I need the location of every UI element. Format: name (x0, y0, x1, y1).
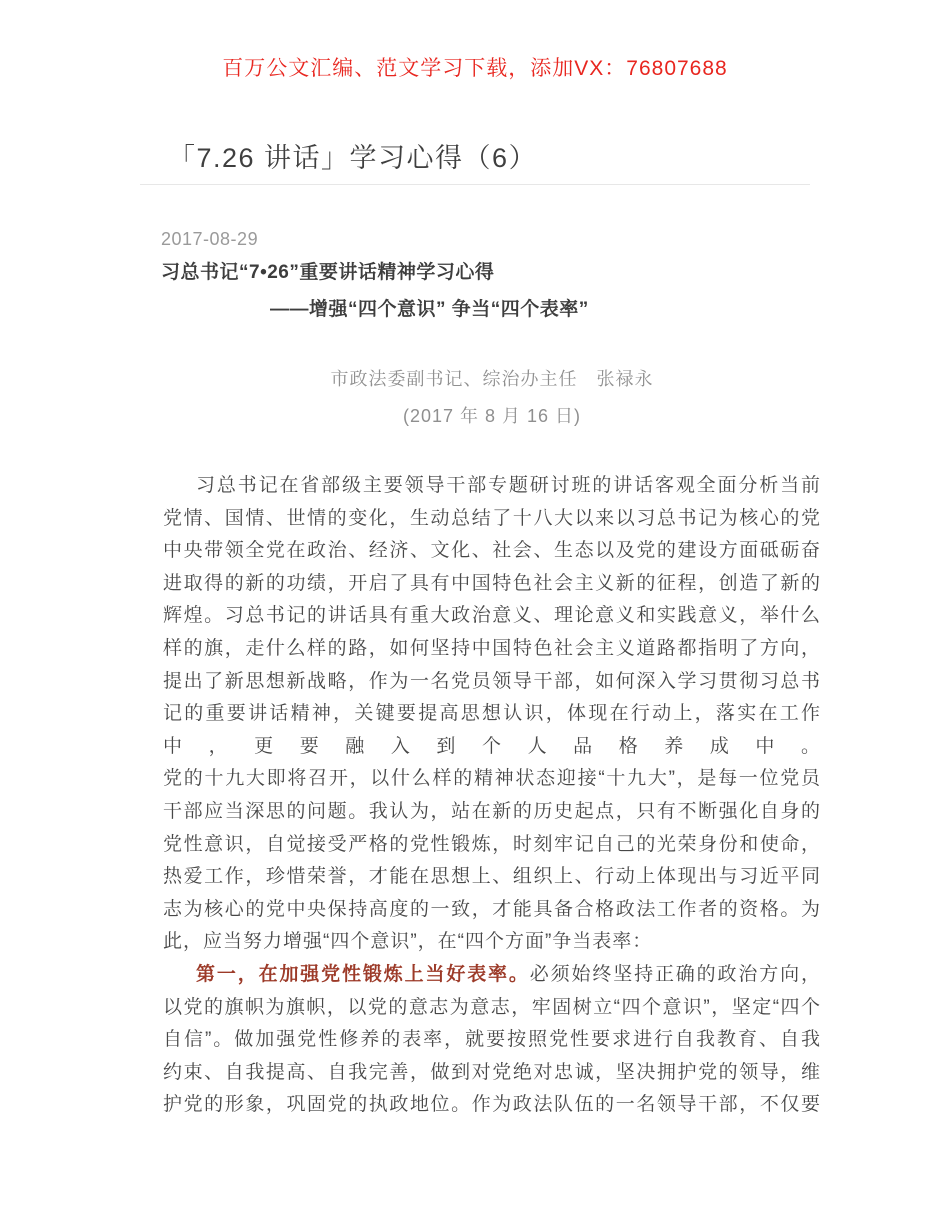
body-line (163, 666, 821, 699)
document-subheading: ——增强“四个意识” 争当“四个表率” (270, 299, 589, 320)
body-line (163, 796, 821, 829)
body-text-segment: 提出了新思想新战略，作为一名党员领导干部，如何深入学习贯彻习总书 (163, 670, 821, 692)
document-heading: 习总书记“7•26”重要讲话精神学习心得 (161, 262, 495, 283)
publish-date: 2017-08-29 (161, 229, 259, 249)
document-body (163, 470, 821, 1122)
body-line (163, 959, 821, 992)
body-line (163, 1089, 821, 1122)
body-text-segment: 必须始终坚持正确的政治方向， (529, 963, 821, 985)
body-line (163, 992, 821, 1025)
body-text-segment: 中央带领全党在政治、经济、文化、社会、生态以及党的建设方面砥砺奋 (163, 540, 821, 562)
body-line (163, 763, 821, 796)
page-title: 「7.26 讲话」学习心得（6） (168, 143, 538, 173)
body-text-segment: 中，更要融入到个人品格养成中。 (163, 735, 821, 757)
body-text-segment: 护党的形象，巩固党的执政地位。作为政法队伍的一名领导干部，不仅要 (163, 1094, 821, 1116)
body-line (163, 633, 821, 666)
body-line (163, 926, 821, 959)
body-text-segment: 党性意识，自觉接受严格的党性锻炼，时刻牢记自己的光荣身份和使命， (163, 833, 821, 855)
author-line: 市政法委副书记、综治办主任 张禄永 (330, 369, 654, 389)
body-text-segment: 热爱工作，珍惜荣誉，才能在思想上、组织上、行动上体现出与习近平同 (163, 866, 821, 888)
body-emphasis-red: 第一，在加强党性锻炼上当好表率。 (196, 963, 530, 985)
body-line (163, 470, 821, 503)
body-line (163, 1057, 821, 1090)
promo-banner: 百万公文汇编、范文学习下载，添加VX：76807688 (222, 57, 728, 80)
body-text-segment: 以党的旗帜为旗帜，以党的意志为意志，牢固树立“四个意识”，坚定“四个 (163, 996, 821, 1018)
body-text-segment: 干部应当深思的问题。我认为，站在新的历史起点，只有不断强化自身的 (163, 800, 821, 822)
body-line (163, 698, 821, 731)
body-line (163, 894, 821, 927)
body-text-segment: 党的十九大即将召开，以什么样的精神状态迎接“十九大”，是每一位党员 (163, 768, 821, 790)
body-line (163, 600, 821, 633)
body-text-segment: 样的旗，走什么样的路，如何坚持中国特色社会主义道路都指明了方向， (163, 637, 821, 659)
body-text-segment: 此，应当努力增强“四个意识”，在“四个方面”争当表率： (163, 931, 653, 953)
body-text-segment: 进取得的新的功绩，开启了具有中国特色社会主义新的征程，创造了新的 (163, 572, 821, 594)
body-line (163, 731, 821, 764)
title-divider (140, 184, 810, 185)
written-date: (2017 年 8 月 16 日) (402, 406, 582, 426)
body-text-segment: 自信”。做加强党性修养的表率，就要按照党性要求进行自我教育、自我 (163, 1029, 821, 1051)
body-line (163, 535, 821, 568)
body-text-segment: 志为核心的党中央保持高度的一致，才能具备合格政法工作者的资格。为 (163, 898, 821, 920)
body-line (163, 503, 821, 536)
body-text-segment: 习总书记在省部级主要领导干部专题研讨班的讲话客观全面分析当前 (196, 475, 821, 496)
body-line (163, 861, 821, 894)
body-text-segment: 约束、自我提高、自我完善，做到对党绝对忠诚，坚决拥护党的领导，维 (163, 1061, 821, 1083)
body-line (163, 1024, 821, 1057)
body-text-segment: 记的重要讲话精神，关键要提高思想认识，体现在行动上，落实在工作 (163, 703, 821, 725)
body-text-segment: 党情、国情、世情的变化，生动总结了十八大以来以习总书记为核心的党 (163, 507, 821, 529)
body-line (163, 568, 821, 601)
body-line (163, 829, 821, 862)
body-text-segment: 辉煌。习总书记的讲话具有重大政治意义、理论意义和实践意义，举什么 (163, 605, 821, 627)
